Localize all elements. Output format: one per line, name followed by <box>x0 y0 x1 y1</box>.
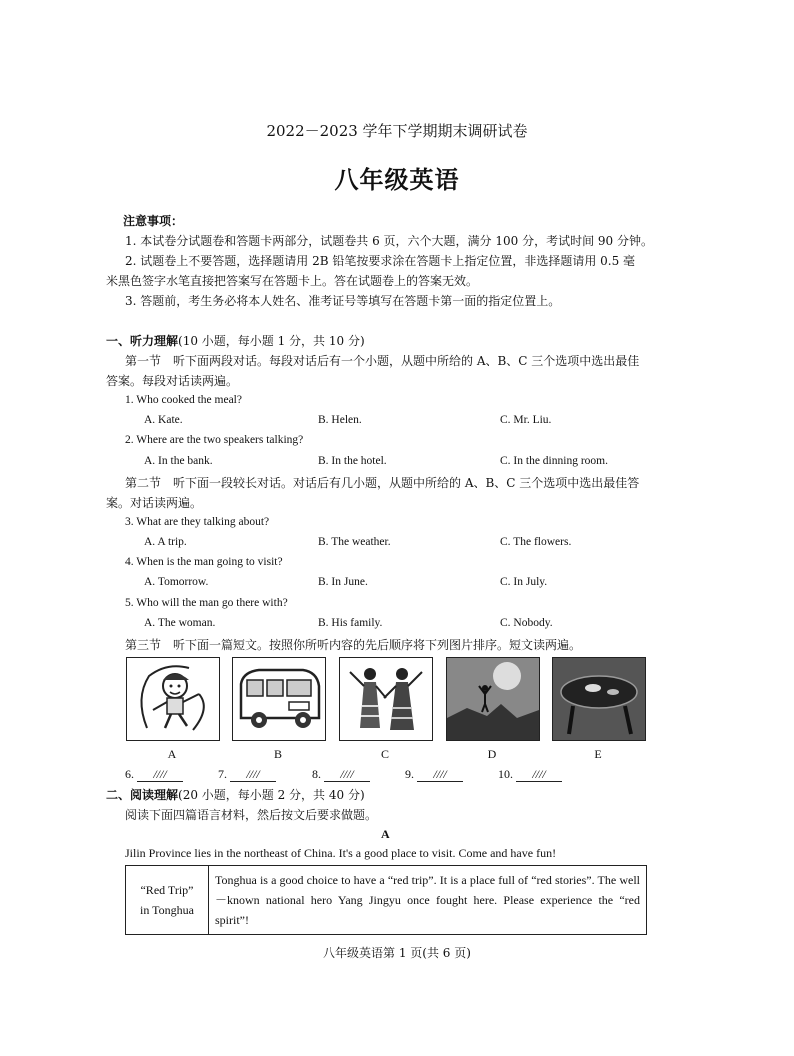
listening-heading-text: 一、听力理解 <box>106 334 179 348</box>
notice-heading: 注意事项： <box>123 214 184 228</box>
option-c: C. Mr. Liu. <box>500 414 552 426</box>
boy-jump-rope-icon <box>126 657 220 741</box>
blank-answer: //// <box>324 768 370 782</box>
option-c: C. In July. <box>500 576 548 588</box>
blank-number: 6. <box>125 767 134 781</box>
reading-heading <box>106 787 365 803</box>
picture-label: E <box>594 747 602 761</box>
reading-heading-text: 二、阅读理解 <box>106 788 179 802</box>
answer-blank-10[interactable] <box>498 767 562 782</box>
dancers-icon <box>339 657 433 741</box>
blank-answer: //// <box>516 768 562 782</box>
section3-instruction: 第三节 听下面一篇短文。按照你所听内容的先后顺序将下列图片排序。短文读两遍。 <box>125 638 582 652</box>
answer-blank-6[interactable] <box>125 767 183 782</box>
bus-icon <box>232 657 326 741</box>
picture-label: B <box>273 747 282 761</box>
blank-answer: //// <box>417 768 463 782</box>
option-c: C. Nobody. <box>500 617 553 629</box>
subject-title: 八年级英语 <box>334 165 460 194</box>
picture-label: D <box>487 747 497 761</box>
section2-instruction: 案。对话读两遍。 <box>106 496 203 510</box>
blank-number: 10. <box>498 767 513 781</box>
reading-intro: 阅读下面四篇语言材料，然后按文后要求做题。 <box>125 808 378 822</box>
option-a: A. Tomorrow. <box>144 576 209 588</box>
blank-answer: //// <box>137 768 183 782</box>
blank-number: 7. <box>218 767 227 781</box>
answer-blank-8[interactable] <box>312 767 370 782</box>
option-a: A. In the bank. <box>144 455 213 467</box>
option-c: C. In the dinning room. <box>500 455 608 467</box>
notice-item: 1. 本试卷分试题卷和答题卡两部分，试题卷共 6 页，六个大题，满分 100 分，考试时间 90 分钟。 <box>125 234 653 248</box>
option-b: B. Helen. <box>318 414 362 426</box>
notice-item: 2. 试题卷上不要答题，选择题请用 2B 铅笔按要求涂在答题卡上指定位置，非选择题请用 0.5 毫 <box>125 254 636 268</box>
blank-answer: //// <box>230 768 276 782</box>
section2-instruction: 第二节 听下面一段较长对话。对话后有几小题，从题中所给的 A、B、C 三个选项中选出最佳答 <box>125 476 640 490</box>
question-3: 3. What are they talking about? <box>125 516 270 528</box>
option-a: A. A trip. <box>144 536 187 548</box>
option-a: A. The woman. <box>144 617 216 629</box>
section1-instruction: 答案。每段对话读两遍。 <box>106 374 239 388</box>
listening-heading-note: (10 小题，每小题 1 分，共 10 分) <box>178 334 365 348</box>
option-b: B. In June. <box>318 576 368 588</box>
option-b: B. In the hotel. <box>318 455 387 467</box>
passage-intro: Jilin Province lies in the northeast of China. It's a good place to visit. Come and have fun! <box>125 846 557 860</box>
table-header-line: in Tonghua <box>140 903 194 917</box>
question-2: 2. Where are the two speakers talking? <box>125 434 304 446</box>
table-header-cell <box>126 866 209 935</box>
question-1: 1. Who cooked the meal? <box>125 394 242 406</box>
table-header-line: “Red Trip” <box>140 883 194 897</box>
exam-title: 2022－2023 学年下学期期末调研试卷 <box>266 122 528 140</box>
notice-item: 米黑色签字水笔直接把答案写在答题卡上。答在试题卷上的答案无效。 <box>106 274 479 288</box>
answer-blank-9[interactable] <box>405 767 463 782</box>
answer-blank-7[interactable] <box>218 767 276 782</box>
red-trip-table <box>125 865 647 935</box>
option-b: B. The weather. <box>318 536 391 548</box>
section1-instruction: 第一节 听下面两段对话。每段对话后有一个小题，从题中所给的 A、B、C 三个选项中选出最佳 <box>125 354 640 368</box>
option-c: C. The flowers. <box>500 536 572 548</box>
notice-item: 3. 答题前，考生务必将本人姓名、准考证号等填写在答题卡第一面的指定位置上。 <box>125 294 561 308</box>
listening-heading <box>106 333 365 349</box>
option-a: A. Kate. <box>144 414 183 426</box>
table-content-cell: Tonghua is a good choice to have a “red trip”. It is a place full of “red stories”. The well－known national hero Yang Jingyu once fought here. Please experience the “red spirit”! <box>209 866 647 935</box>
page-footer: 八年级英语第 1 页(共 6 页) <box>323 946 471 960</box>
question-5: 5. Who will the man go there with? <box>125 597 288 609</box>
dining-table-icon <box>552 657 646 741</box>
option-b: B. His family. <box>318 617 383 629</box>
picture-label: A <box>167 747 177 761</box>
picture-label: C <box>380 747 389 761</box>
question-4: 4. When is the man going to visit? <box>125 556 283 568</box>
mountain-person-icon <box>446 657 540 741</box>
blank-number: 8. <box>312 767 321 781</box>
blank-number: 9. <box>405 767 414 781</box>
reading-heading-note: (20 小题，每小题 2 分，共 40 分) <box>178 788 365 802</box>
passage-label: A <box>381 827 390 841</box>
